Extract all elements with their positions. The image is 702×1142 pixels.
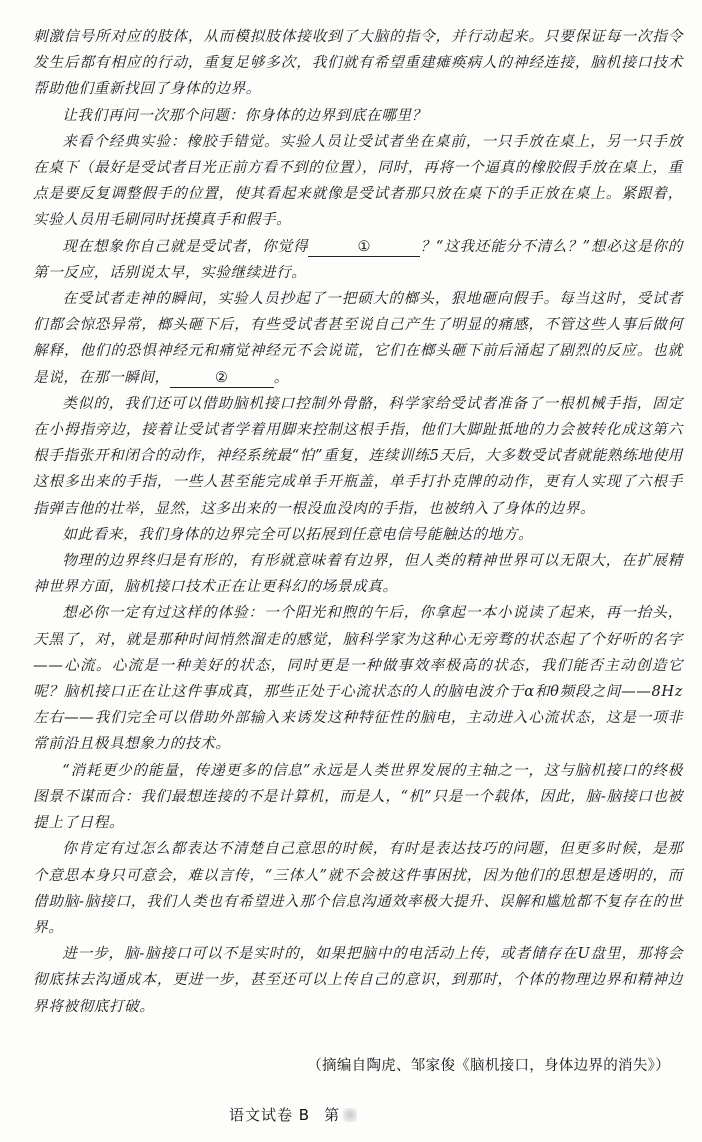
article-body <box>33 24 683 1020</box>
paragraph-three-body: 你肯定有过怎么都表达不清楚自己意思的时候，有时是表达技巧的问题，但更多时候，是那个意思本身只可意会，难以言传，“三体人”就不会被这件事困扰，因为他们的思想是透明的，而借助脑-脑接口，我们人类也有希望进入那个信息沟通效率极大提升、误解和尴尬都不复存在的世界。 <box>33 840 683 936</box>
source-citation: （摘编自陶虎、邹家俊《脑机接口，身体边界的消失》） <box>307 1058 670 1074</box>
blank-2-before: 在受试者走神的瞬间，实验人员抄起了一把硕大的榔头，狠地砸向假手。每当这时，受试者们都会惊恐异常，榔头砸下后，有些受试者甚至说自己产生了明显的痛感，不管这些人事后做何解释，他们的恐惧神经元和痛觉神经元不会说谎，它们在榔头砸下前后涌起了剧烈的反应。也就是说，在那一瞬间， <box>33 290 683 386</box>
paragraph-continued: 刺激信号所对应的肢体，从而模拟肢体接收到了大脑的指令，并行动起来。只要保证每一次指令发生后都有相应的行动，重复足够多次，我们就有希望重建瘫痪病人的神经连接，脑机接口技术帮助他们重新找回了身体的边界。 <box>33 28 683 98</box>
page-footer <box>229 1104 357 1125</box>
paragraph-rubber-hand: 来看个经典实验：橡胶手错觉。实验人员让受试者坐在桌前，一只手放在桌上，另一只手放在桌下（最好是受试者目光正前方看不到的位置），同时，再将一个逼真的橡胶假手放在桌上，重点是要反复调整假手的位置，使其看起来就像是受试者那只放在桌下的手正放在桌上。紧跟着，实验人员用毛刷同时抚摸真手和假手。 <box>33 132 683 229</box>
paragraph-blank-1 <box>33 234 683 286</box>
fill-blank-2: ② <box>170 369 274 388</box>
paragraph-blank-2 <box>33 286 683 391</box>
paragraph-upload: 进一步，脑-脑接口可以不是实时的，如果把脑中的电活动上传，或者储存在U盘里，那将会彻底抹去沟通成本，更进一步，甚至还可以上传自己的意识，到那时，个体的物理边界和精神边界将被彻底打破。 <box>33 945 683 1015</box>
footer-page: 第 <box>324 1106 341 1124</box>
footer-label: 语文试卷 B <box>229 1106 311 1124</box>
smudge-mark <box>343 1108 357 1122</box>
paragraph-brain-brain: “消耗更少的能量，传递更多的信息”永远是人类世界发展的主轴之一，这与脑机接口的终极图景不谋而合：我们最想连接的不是计算机，而是人，“机”只是一个载体，因此，脑-脑接口也被提上了日程。 <box>33 761 683 832</box>
paragraph-spirit: 物理的边界终归是有形的，有形就意味着有边界，但人类的精神世界可以无限大，在扩展精神世界方面，脑机接口技术正在让更科幻的场景成真。 <box>33 552 683 596</box>
paragraph-boundary: 如此看来，我们身体的边界完全可以拓展到任意电信号能触达的地方。 <box>62 525 534 543</box>
paragraph-flow: 想必你一定有过这样的体验：一个阳光和煦的午后，你拿起一本小说读了起来，再一抬头，天黑了，对，就是那种时间悄然溜走的感觉，脑科学家为这种心无旁骛的状态起了个好听的名字——心流。心流是一种美好的状态，同时更是一种做事效率极高的状态，我们能否主动创造它呢？脑机接口正在让这件事成真，那些正处于心流状态的人的脑电波介于α和θ频段之间——8Hz 左右——我们完全可以借助外部输入来诱发这种特征性的脑电，主动进入心流状态，这是一项非常前沿且极具想象力的技术。 <box>33 604 683 753</box>
blank-1-before: 现在想象你自己就是受试者，你觉得 <box>62 237 309 255</box>
blank-1-after: ？“这我还能分不清么？”想必这是你的第一反应，话别说太早，实验继续进行。 <box>33 237 683 281</box>
blank-2-after: 。 <box>273 368 289 386</box>
paragraph-sixth-finger: 类似的，我们还可以借助脑机接口控制外骨骼，科学家给受试者准备了一根机械手指，固定在小拇指旁边，接着让受试者学着用脚来控制这根手指，他们大脚趾抵地的力会被转化成这第六根手指张开和闭合的动作，神经系统最“怕”重复，连续训练5天后，大多数受试者就能熟练地使用这根多出来的手指，一些人甚至能完成单手开瓶盖，单手打扑克牌的动作，更有人实现了六根手指弹吉他的壮举，显然，这多出来的一根没血没肉的手指，也被纳入了身体的边界。 <box>33 394 683 517</box>
fill-blank-1: ① <box>308 238 420 257</box>
paragraph-question: 让我们再问一次那个问题：你身体的边界到底在哪里？ <box>62 106 427 124</box>
